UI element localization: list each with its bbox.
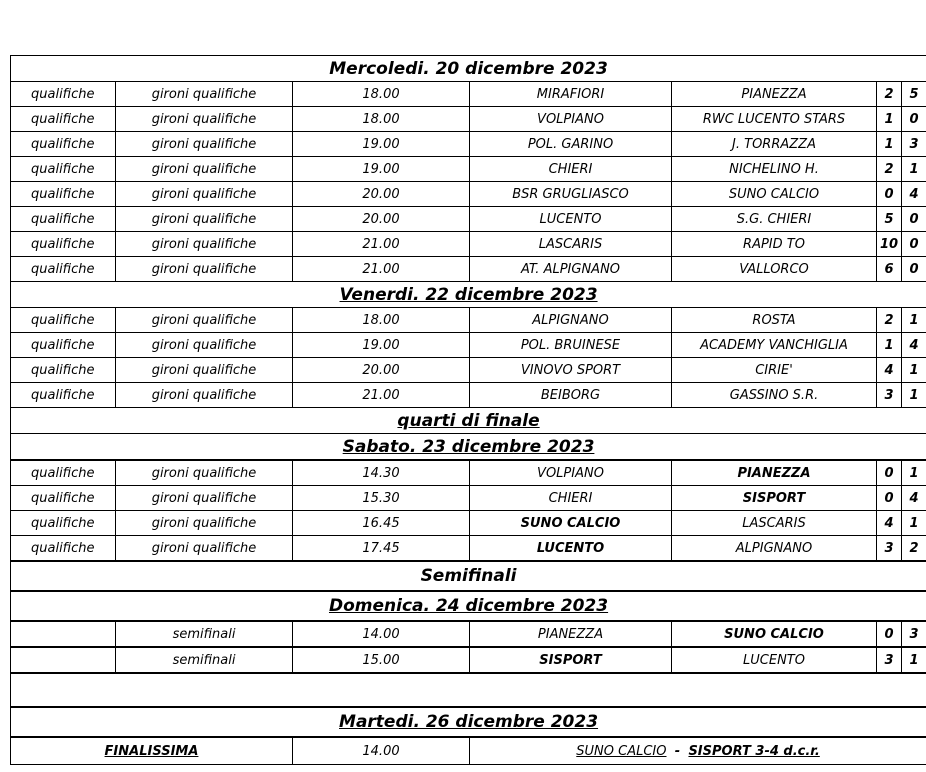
round-cell: gironi qualifiche: [116, 511, 293, 536]
phase-cell: qualifiche: [11, 460, 116, 486]
match-row: [11, 257, 926, 282]
away-score-cell: 1: [902, 157, 926, 182]
match-row: [11, 182, 926, 207]
quarti-date-text: Sabato. 23 dicembre 2023: [342, 436, 595, 457]
home-team-cell: VOLPIANO: [470, 460, 672, 486]
time-cell: 15.30: [293, 486, 470, 511]
home-team-cell: CHIERI: [470, 157, 672, 182]
away-score-cell: 1: [902, 460, 926, 486]
home-team-cell: LUCENTO: [470, 207, 672, 232]
semi-title: [11, 561, 926, 591]
home-team-cell: BEIBORG: [470, 383, 672, 408]
match-row: [11, 82, 926, 107]
home-team-cell: SISPORT: [470, 647, 672, 673]
round-cell: gironi qualifiche: [116, 157, 293, 182]
home-score-cell: 3: [877, 536, 902, 562]
semi-title-row: [11, 561, 926, 591]
away-team-cell: SUNO CALCIO: [672, 182, 877, 207]
semi-date-text: Domenica. 24 dicembre 2023: [328, 596, 609, 616]
quarti-date-row: [11, 434, 926, 461]
schedule-table: [10, 55, 926, 765]
final-time-cell: 14.00: [293, 737, 470, 765]
semi-date: [11, 591, 926, 621]
home-score-cell: 1: [877, 132, 902, 157]
time-cell: 16.45: [293, 511, 470, 536]
away-score-cell: 5: [902, 82, 926, 107]
match-row: [11, 647, 926, 673]
time-cell: 21.00: [293, 257, 470, 282]
quarti-title-row: [11, 408, 926, 434]
home-score-cell: 1: [877, 333, 902, 358]
phase-cell: qualifiche: [11, 308, 116, 333]
home-score-cell: 2: [877, 157, 902, 182]
match-row: [11, 308, 926, 333]
round-cell: gironi qualifiche: [116, 107, 293, 132]
time-cell: 18.00: [293, 107, 470, 132]
match-row: [11, 157, 926, 182]
match-row: [11, 232, 926, 257]
home-score-cell: 4: [877, 511, 902, 536]
final-team2-result: SISPORT 3-4 d.c.r.: [688, 743, 820, 759]
time-cell: 19.00: [293, 132, 470, 157]
final-date: [11, 707, 926, 737]
time-cell: 18.00: [293, 82, 470, 107]
home-score-cell: 2: [877, 308, 902, 333]
time-cell: 21.00: [293, 383, 470, 408]
away-team-cell: RWC LUCENTO STARS: [672, 107, 877, 132]
time-cell: 21.00: [293, 232, 470, 257]
schedule-sheet: [10, 55, 926, 765]
home-score-cell: 2: [877, 82, 902, 107]
away-score-cell: 1: [902, 511, 926, 536]
match-row: [11, 536, 926, 562]
home-team-cell: ALPIGNANO: [470, 308, 672, 333]
home-score-cell: 10: [877, 232, 902, 257]
finalissima-label: FINALISSIMA: [11, 737, 293, 765]
round-cell: gironi qualifiche: [116, 132, 293, 157]
home-score-cell: 3: [877, 647, 902, 673]
match-row: [11, 383, 926, 408]
away-score-cell: 1: [902, 308, 926, 333]
home-team-cell: POL. BRUINESE: [470, 333, 672, 358]
phase-cell: qualifiche: [11, 536, 116, 562]
away-score-cell: 2: [902, 536, 926, 562]
phase-cell: qualifiche: [11, 257, 116, 282]
phase-cell: [11, 647, 116, 673]
quarti-title: [11, 408, 926, 434]
match-row: [11, 333, 926, 358]
home-score-cell: 3: [877, 383, 902, 408]
round-cell: gironi qualifiche: [116, 182, 293, 207]
away-team-cell: VALLORCO: [672, 257, 877, 282]
phase-cell: qualifiche: [11, 107, 116, 132]
match-row: [11, 207, 926, 232]
time-cell: 14.00: [293, 621, 470, 647]
home-score-cell: 5: [877, 207, 902, 232]
round-cell: semifinali: [116, 647, 293, 673]
semi-title-text: Semifinali: [420, 566, 517, 586]
home-score-cell: 4: [877, 358, 902, 383]
match-row: [11, 107, 926, 132]
away-team-cell: J. TORRAZZA: [672, 132, 877, 157]
time-cell: 19.00: [293, 157, 470, 182]
phase-cell: qualifiche: [11, 207, 116, 232]
round-cell: gironi qualifiche: [116, 232, 293, 257]
home-team-cell: PIANEZZA: [470, 621, 672, 647]
home-score-cell: 0: [877, 486, 902, 511]
away-score-cell: 1: [902, 358, 926, 383]
match-row: [11, 511, 926, 536]
round-cell: gironi qualifiche: [116, 383, 293, 408]
away-team-cell: PIANEZZA: [672, 460, 877, 486]
match-row: [11, 358, 926, 383]
round-cell: semifinali: [116, 621, 293, 647]
match-row: [11, 621, 926, 647]
phase-cell: qualifiche: [11, 333, 116, 358]
away-score-cell: 0: [902, 257, 926, 282]
home-team-cell: LUCENTO: [470, 536, 672, 562]
round-cell: gironi qualifiche: [116, 536, 293, 562]
away-team-cell: LASCARIS: [672, 511, 877, 536]
away-team-cell: S.G. CHIERI: [672, 207, 877, 232]
round-cell: gironi qualifiche: [116, 207, 293, 232]
round-cell: gironi qualifiche: [116, 486, 293, 511]
time-cell: 18.00: [293, 308, 470, 333]
spacer-cell: [11, 673, 926, 707]
round-cell: gironi qualifiche: [116, 82, 293, 107]
final-dash: -: [674, 743, 681, 759]
day-header: [11, 282, 926, 308]
time-cell: 15.00: [293, 647, 470, 673]
phase-cell: qualifiche: [11, 232, 116, 257]
away-team-cell: ROSTA: [672, 308, 877, 333]
phase-cell: qualifiche: [11, 383, 116, 408]
away-score-cell: 1: [902, 383, 926, 408]
home-score-cell: 1: [877, 107, 902, 132]
home-score-cell: 6: [877, 257, 902, 282]
final-row: [11, 737, 926, 765]
round-cell: gironi qualifiche: [116, 308, 293, 333]
away-score-cell: 3: [902, 132, 926, 157]
away-team-cell: SISPORT: [672, 486, 877, 511]
final-date-row: [11, 707, 926, 737]
day-header: [11, 56, 926, 82]
round-cell: gironi qualifiche: [116, 358, 293, 383]
home-score-cell: 0: [877, 182, 902, 207]
phase-cell: qualifiche: [11, 157, 116, 182]
match-row: [11, 486, 926, 511]
final-result-cell: [470, 737, 926, 765]
phase-cell: qualifiche: [11, 182, 116, 207]
home-team-cell: SUNO CALCIO: [470, 511, 672, 536]
round-cell: gironi qualifiche: [116, 333, 293, 358]
final-date-text: Martedi. 26 dicembre 2023: [339, 712, 599, 732]
home-team-cell: VOLPIANO: [470, 107, 672, 132]
time-cell: 14.30: [293, 460, 470, 486]
home-score-cell: 0: [877, 460, 902, 486]
away-team-cell: ACADEMY VANCHIGLIA: [672, 333, 877, 358]
phase-cell: qualifiche: [11, 511, 116, 536]
time-cell: 19.00: [293, 333, 470, 358]
away-team-cell: CIRIE': [672, 358, 877, 383]
home-team-cell: LASCARIS: [470, 232, 672, 257]
away-score-cell: 3: [902, 621, 926, 647]
away-score-cell: 4: [902, 333, 926, 358]
home-score-cell: 0: [877, 621, 902, 647]
home-team-cell: BSR GRUGLIASCO: [470, 182, 672, 207]
away-score-cell: 1: [902, 647, 926, 673]
match-row: [11, 132, 926, 157]
home-team-cell: POL. GARINO: [470, 132, 672, 157]
away-team-cell: NICHELINO H.: [672, 157, 877, 182]
away-team-cell: RAPID TO: [672, 232, 877, 257]
spacer-row: [11, 673, 926, 707]
away-score-cell: 4: [902, 182, 926, 207]
final-team1: SUNO CALCIO: [576, 743, 667, 759]
day-header-row: [11, 282, 926, 308]
quarti-date: [11, 434, 926, 461]
time-cell: 20.00: [293, 207, 470, 232]
match-row: [11, 460, 926, 486]
phase-cell: qualifiche: [11, 486, 116, 511]
away-score-cell: 4: [902, 486, 926, 511]
phase-cell: qualifiche: [11, 132, 116, 157]
home-team-cell: MIRAFIORI: [470, 82, 672, 107]
day-header-text: Venerdi. 22 dicembre 2023: [339, 284, 598, 305]
round-cell: gironi qualifiche: [116, 257, 293, 282]
phase-cell: [11, 621, 116, 647]
away-team-cell: SUNO CALCIO: [672, 621, 877, 647]
day-header-text: Mercoledi. 20 dicembre 2023: [329, 58, 608, 79]
phase-cell: qualifiche: [11, 358, 116, 383]
time-cell: 20.00: [293, 358, 470, 383]
day-header-row: [11, 56, 926, 82]
time-cell: 17.45: [293, 536, 470, 562]
time-cell: 20.00: [293, 182, 470, 207]
away-team-cell: ALPIGNANO: [672, 536, 877, 562]
away-score-cell: 0: [902, 232, 926, 257]
away-team-cell: LUCENTO: [672, 647, 877, 673]
quarti-title-text: quarti di finale: [397, 410, 540, 431]
home-team-cell: VINOVO SPORT: [470, 358, 672, 383]
away-score-cell: 0: [902, 107, 926, 132]
away-team-cell: PIANEZZA: [672, 82, 877, 107]
semi-date-row: [11, 591, 926, 621]
away-score-cell: 0: [902, 207, 926, 232]
home-team-cell: CHIERI: [470, 486, 672, 511]
round-cell: gironi qualifiche: [116, 460, 293, 486]
home-team-cell: AT. ALPIGNANO: [470, 257, 672, 282]
phase-cell: qualifiche: [11, 82, 116, 107]
away-team-cell: GASSINO S.R.: [672, 383, 877, 408]
